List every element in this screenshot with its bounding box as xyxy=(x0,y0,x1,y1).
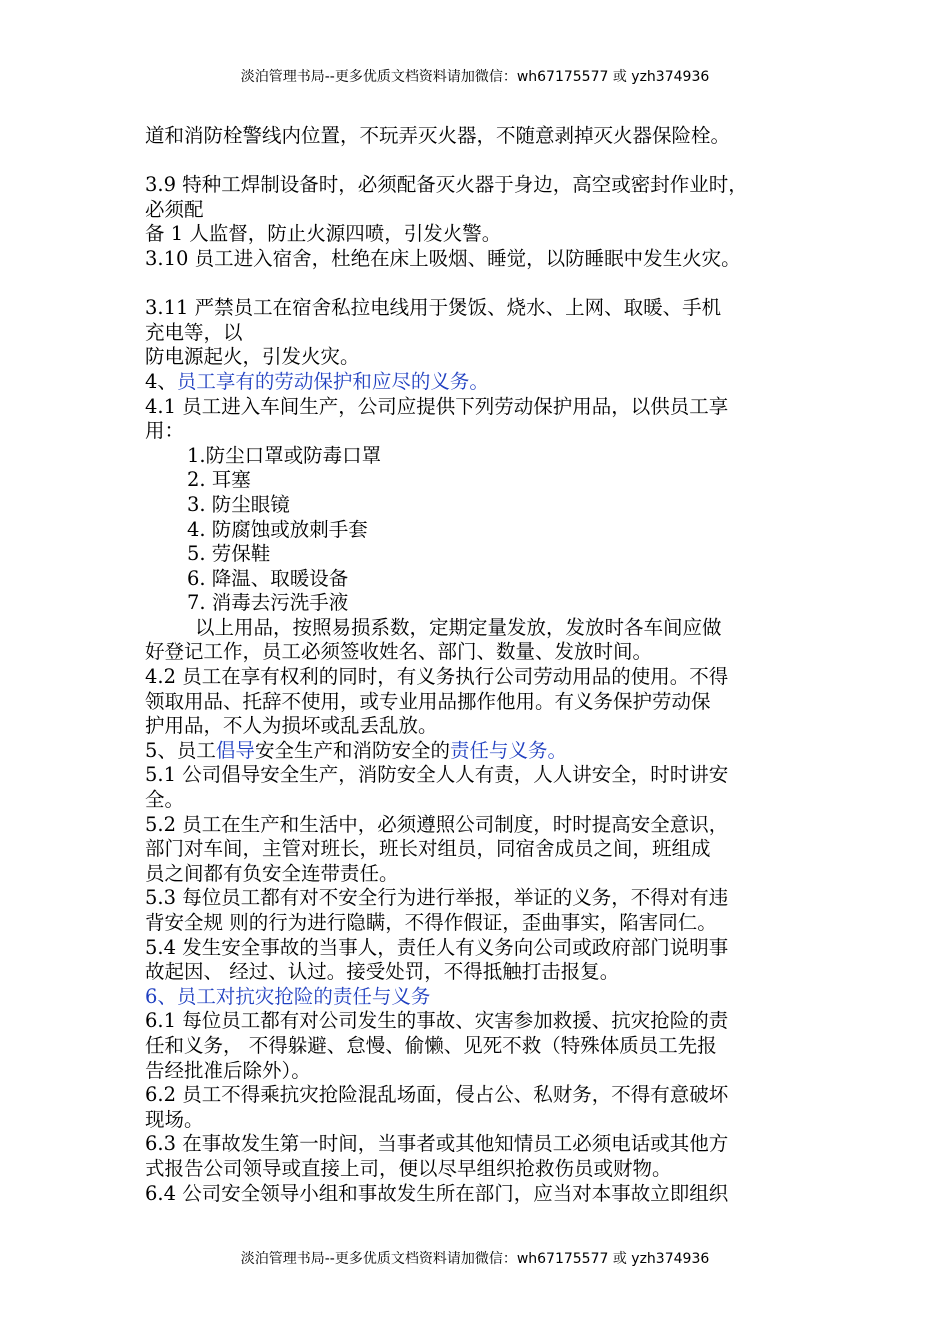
text-line: 现场。 xyxy=(145,1107,204,1131)
text-line: 5.3 每位员工都有对不安全行为进行举报，举证的义务，不得对有违 xyxy=(145,886,729,910)
text-line: 6.2 员工不得乘抗灾抢险混乱场面，侵占公、私财务，不得有意破坏 xyxy=(145,1083,729,1107)
text-line: 护用品，不人为损坏或乱丢乱放。 xyxy=(145,714,438,738)
heading-text: 安全生产和消防安全的 xyxy=(254,738,450,762)
list-item: 7. 消毒去污洗手液 xyxy=(187,591,349,615)
text-line: 全。 xyxy=(145,788,185,812)
list-item: 2. 耳塞 xyxy=(187,468,251,492)
text-line: 式报告公司领导或直接上司，便以尽早组织抢救伤员或财物。 xyxy=(145,1156,672,1180)
text-line: 背安全规 则的行为进行隐瞒，不得作假证，歪曲事实，陷害同仁。 xyxy=(145,911,717,934)
page-footer: 淡泊管理书局--更多优质文档资料请加微信：wh67175577 或 yzh374936 xyxy=(240,1251,710,1267)
text-line: 3.9 特种工焊制设备时，必须配备灭火器于身边，高空或密封作业时， xyxy=(145,173,748,197)
text-line: 5.4 发生安全事故的当事人，责任人有义务向公司或政府部门说明事 xyxy=(145,935,729,959)
section-heading-4 xyxy=(145,370,815,395)
text-line: 备 1 人监督，防止火源四喷，引发火警。 xyxy=(145,222,502,246)
section-heading-5 xyxy=(145,739,815,764)
text-line: 6.4 公司安全领导小组和事故发生所在部门，应当对本事故立即组织 xyxy=(145,1181,729,1205)
text-line: 6.3 在事故发生第一时间，当事者或其他知情员工必须电话或其他方 xyxy=(145,1132,729,1156)
document-body xyxy=(145,124,815,1206)
list-item: 3. 防尘眼镜 xyxy=(187,492,290,516)
text-line: 故起因、 经过、认过。接受处罚，不得抵触打击报复。 xyxy=(145,960,620,984)
text-line: 4.1 员工进入车间生产，公司应提供下列劳动保护用品，以供员工享 xyxy=(145,394,729,418)
text-line: 6.1 每位员工都有对公司发生的事故、灾害参加救援、抗灾抢险的责 xyxy=(145,1009,729,1033)
text-line: 好登记工作，员工必须签收姓名、部门、数量、发放时间。 xyxy=(145,640,653,664)
list-item: 5. 劳保鞋 xyxy=(187,542,271,566)
text-line: 防电源起火，引发火灾。 xyxy=(145,345,360,369)
text-line: 道和消防栓警线内位置，不玩弄灭火器，不随意剥掉灭火器保险栓。 xyxy=(145,124,731,147)
list-item: 1.防尘口罩或防毒口罩 xyxy=(187,443,382,467)
text-line: 部门对车间，主管对班长，班长对组员，同宿舍成员之间，班组成 xyxy=(145,837,711,861)
section-title: 员工享有的劳动保护和应尽的义务。 xyxy=(176,369,489,393)
heading-highlight: 责任与义务。 xyxy=(449,738,567,762)
paragraph-gap xyxy=(145,272,815,297)
section-number: 4、 xyxy=(145,369,177,393)
text-line: 5.1 公司倡导安全生产，消防安全人人有责，人人讲安全，时时讲安 xyxy=(145,763,729,787)
page-header: 淡泊管理书局--更多优质文档资料请加微信：wh67175577 或 yzh374936 xyxy=(240,69,710,85)
text-line: 用： xyxy=(145,419,185,443)
text-line: 必须配 xyxy=(145,197,204,221)
list-item: 6. 降温、取暖设备 xyxy=(187,566,349,590)
heading-text: 5、员工 xyxy=(145,738,216,762)
text-line: 任和义务， 不得躲避、怠慢、偷懒、见死不救（特殊体质员工先报 xyxy=(145,1033,717,1057)
text-line: 员之间都有负安全连带责任。 xyxy=(145,861,399,885)
section-heading-6: 6、员工对抗灾抢险的责任与义务 xyxy=(145,984,431,1008)
text-line: 5.2 员工在生产和生活中，必须遵照公司制度，时时提高安全意识， xyxy=(145,812,729,836)
paragraph-gap xyxy=(145,149,815,174)
text-line: 4.2 员工在享有权利的同时，有义务执行公司劳动用品的使用。不得 xyxy=(145,665,729,689)
text-line: 3.11 严禁员工在宿舍私拉电线用于煲饭、烧水、上网、取暖、手机 xyxy=(145,296,722,320)
text-line: 充电等，以 xyxy=(145,320,243,344)
text-line: 3.10 员工进入宿舍，杜绝在床上吸烟、睡觉，以防睡眠中发生火灾。 xyxy=(145,246,741,270)
list-item: 4. 防腐蚀或放刺手套 xyxy=(187,517,368,541)
text-line: 以上用品，按照易损系数，定期定量发放，发放时各车间应做 xyxy=(195,615,722,639)
text-line: 告经批准后除外）。 xyxy=(145,1058,311,1082)
heading-highlight: 倡导 xyxy=(215,738,255,762)
text-line: 领取用品、托辞不使用，或专业用品挪作他用。有义务保护劳动保 xyxy=(145,689,711,713)
